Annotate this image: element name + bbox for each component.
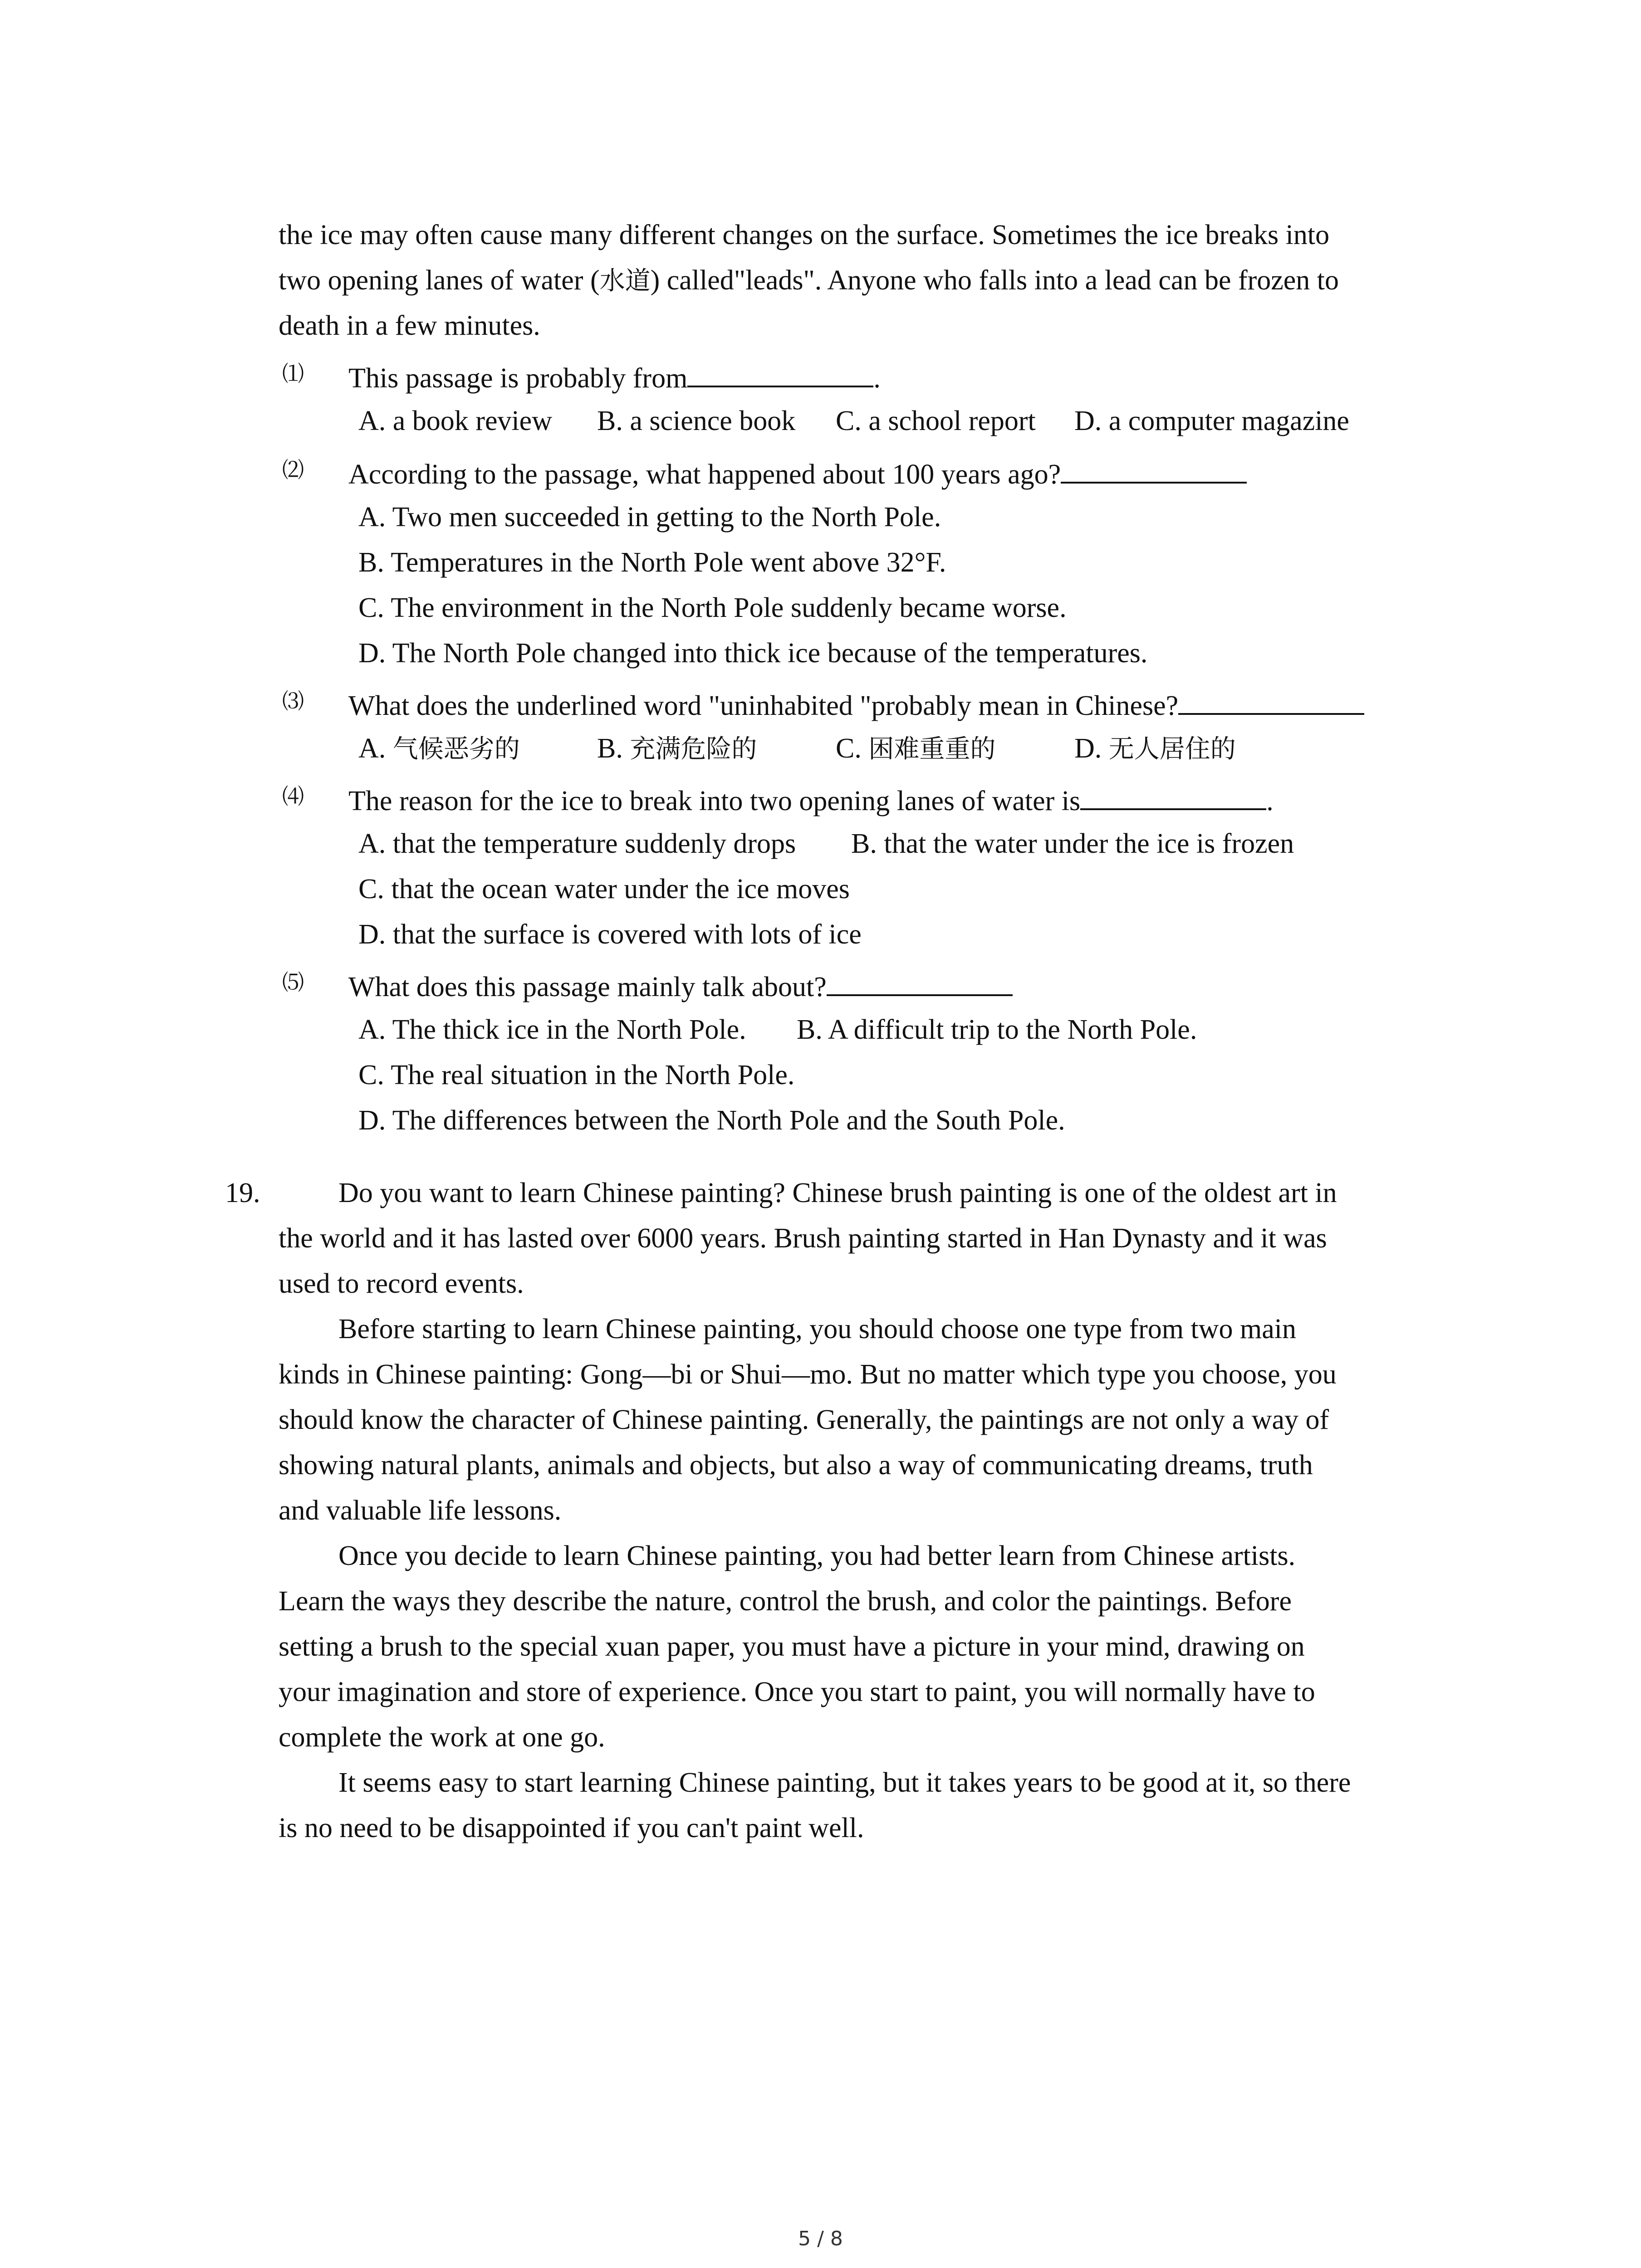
passage-line: Do you want to learn Chinese painting? Chinese brush painting is one of the oldest art in <box>338 1178 1337 1208</box>
passage-line: showing natural plants, animals and objects, but also a way of communicating dreams, truth <box>279 1450 1313 1481</box>
option-text-cn: 无人居住的 <box>1108 734 1236 764</box>
question-prompt <box>348 357 881 396</box>
prompt-text: What does the underlined word "uninhabited "probably mean in Chinese? <box>348 690 1179 721</box>
passage-line: your imagination and store of experience. Once you start to paint, you will normally have to <box>279 1677 1315 1707</box>
option-a <box>358 730 520 767</box>
option-letter: C. <box>836 733 862 764</box>
answer-blank[interactable] <box>687 357 873 387</box>
passage-line: Once you decide to learn Chinese painting, you had better learn from Chinese artists. <box>338 1540 1296 1571</box>
chinese-gloss: 水道 <box>599 266 651 296</box>
option-c <box>836 730 995 767</box>
prompt-text: The reason for the ice to break into two opening lanes of water is <box>348 786 1081 816</box>
passage-line: setting a brush to the special xuan paper, you must have a picture in your mind, drawing on <box>279 1631 1305 1662</box>
question-prompt <box>348 966 1013 1005</box>
option-letter: A. <box>358 733 386 764</box>
question-number: ⑴ <box>282 361 304 386</box>
prompt-suffix: . <box>1266 786 1274 816</box>
option-d: D. The North Pole changed into thick ice because of the temperatures. <box>358 638 1148 669</box>
question-prompt <box>348 454 1247 493</box>
page-number: 5 / 8 <box>798 2227 843 2250</box>
option-c: C. The environment in the North Pole suddenly became worse. <box>358 592 1067 623</box>
prompt-text: What does this passage mainly talk about? <box>348 972 827 1002</box>
option-d <box>1074 730 1236 767</box>
option-d: D. that the surface is covered with lots of ice <box>358 919 862 950</box>
option-d: D. a computer magazine <box>1074 406 1349 436</box>
passage-line: Learn the ways they describe the nature, control the brush, and color the paintings. Before <box>279 1586 1292 1617</box>
passage-line: kinds in Chinese painting: Gong—bi or Shui—mo. But no matter which type you choose, you <box>279 1359 1337 1390</box>
passage-line: It seems easy to start learning Chinese painting, but it takes years to be good at it, so there <box>338 1767 1351 1798</box>
passage-line: the ice may often cause many different changes on the surface. Sometimes the ice breaks into <box>279 220 1330 250</box>
option-a: A. Two men succeeded in getting to the North Pole. <box>358 502 941 533</box>
option-b: B. Temperatures in the North Pole went above 32°F. <box>358 547 946 578</box>
option-letter: B. <box>597 733 623 764</box>
option-text-cn: 困难重重的 <box>868 734 996 764</box>
passage-line: should know the character of Chinese painting. Generally, the paintings are not only a way of <box>279 1404 1329 1435</box>
passage-text: ) called"leads". Anyone who falls into a lead can be frozen to <box>650 265 1339 296</box>
passage-line: used to record events. <box>279 1268 524 1299</box>
question-prompt <box>348 780 1274 819</box>
prompt-suffix: . <box>873 363 881 394</box>
passage-line: and valuable life lessons. <box>279 1495 562 1526</box>
passage-text: two opening lanes of water ( <box>279 265 600 296</box>
option-a: A. a book review <box>358 406 552 436</box>
answer-blank[interactable] <box>1061 454 1247 484</box>
passage-line: Before starting to learn Chinese painting, you should choose one type from two main <box>338 1314 1296 1344</box>
prompt-text: According to the passage, what happened about 100 years ago? <box>348 459 1061 490</box>
passage-line: is no need to be disappointed if you can't paint well. <box>279 1813 864 1843</box>
option-c: C. that the ocean water under the ice moves <box>358 874 850 904</box>
question-prompt <box>348 685 1364 724</box>
option-a: A. that the temperature suddenly drops <box>358 828 796 859</box>
option-b: B. a science book <box>597 406 796 436</box>
question-number: ⑸ <box>282 970 304 995</box>
question-number: 19. <box>225 1178 260 1208</box>
answer-blank[interactable] <box>1178 685 1364 715</box>
prompt-text: This passage is probably from <box>348 363 688 394</box>
answer-blank[interactable] <box>827 966 1013 996</box>
question-number: ⑷ <box>282 784 304 809</box>
passage-line: the world and it has lasted over 6000 years. Brush painting started in Han Dynasty and it was <box>279 1223 1327 1254</box>
answer-blank[interactable] <box>1080 780 1266 810</box>
option-text-cn: 充满危险的 <box>630 734 757 764</box>
option-text-cn: 气候恶劣的 <box>392 734 520 764</box>
option-c: C. a school report <box>836 406 1036 436</box>
question-number: ⑶ <box>282 689 304 714</box>
option-a: A. The thick ice in the North Pole. <box>358 1014 746 1045</box>
option-b: B. that the water under the ice is frozen <box>851 828 1294 859</box>
option-b <box>597 730 757 767</box>
option-c: C. The real situation in the North Pole. <box>358 1060 795 1090</box>
option-d: D. The differences between the North Pole and the South Pole. <box>358 1105 1065 1136</box>
question-number: ⑵ <box>282 457 304 483</box>
option-letter: D. <box>1074 733 1102 764</box>
passage-line: complete the work at one go. <box>279 1722 605 1753</box>
passage-line: death in a few minutes. <box>279 310 540 341</box>
option-b: B. A difficult trip to the North Pole. <box>797 1014 1197 1045</box>
passage-line <box>279 262 1339 299</box>
